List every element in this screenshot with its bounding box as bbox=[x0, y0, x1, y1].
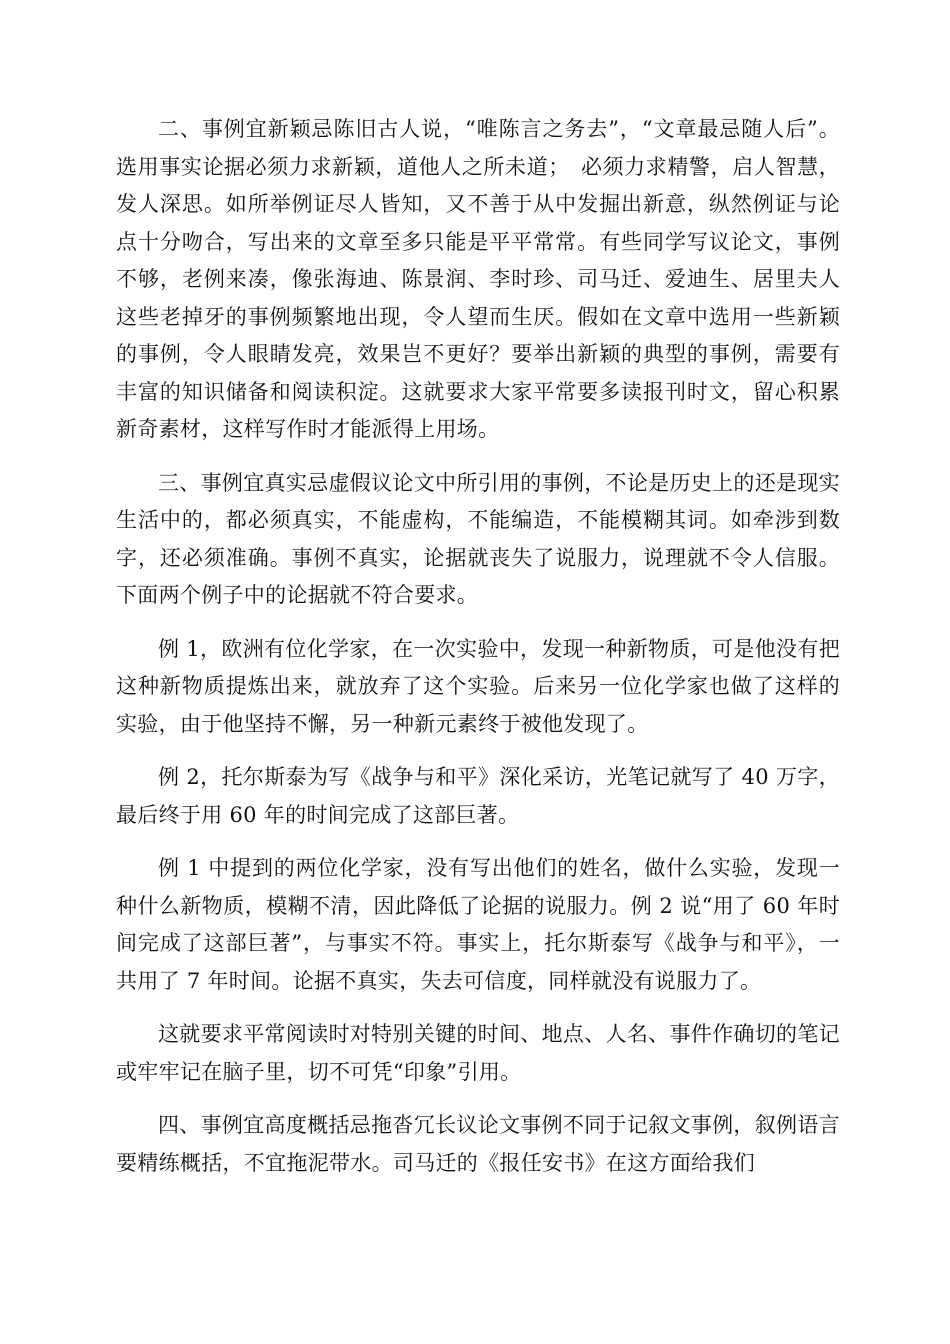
paragraph-novel-examples: 二、事例宜新颖忌陈旧古人说，“唯陈言之务去”，“文章最忌随人后”。选用事实论据必须力求新颖，道他人之所未道； 必须力求精警，启人智慧，发人深思。如所举例证尽人皆知，又不善于从中发掘出新意，纵然例证与论点十分吻合，写出来的文章至多只能是平平常常。有些同学写议论文，事例不够，老例来凑，像张海迪、陈景润、李时珍、司马迁、爱迪生、居里夫人这些老掉牙的事例频繁地出现，令人望而生厌。假如在文章中选用一些新颖的事例，令人眼睛发亮，效果岂不更好？要举出新颖的典型的事例，需要有丰富的知识储备和阅读积淀。这就要求大家平常要多读报刊时文，留心积累新奇素材，这样写作时才能派得上用场。 bbox=[116, 117, 840, 441]
paragraph-concise-examples: 四、事例宜高度概括忌拖沓冗长议论文事例不同于记叙文事例，叙例语言要精练概括，不宜拖泥带水。司马迁的《报任安书》在这方面给我们 bbox=[116, 1113, 840, 1175]
paragraph-analysis: 例 1 中提到的两位化学家，没有写出他们的姓名，做什么实验，发现一种什么新物质，模糊不清，因此降低了论据的说服力。例 2 说“用了 60 年时间完成了这部巨著”，与事实不符。事实上，托尔斯泰写《战争与和平》，一共用了 7 年时间。论据不真实，失去可信度，同样就没有说服力了。 bbox=[116, 856, 840, 993]
paragraph-example-1: 例 1，欧洲有位化学家，在一次实验中，发现一种新物质，可是他没有把这种新物质提炼出来，就放弃了这个实验。后来另一位化学家也做了这样的实验，由于他坚持不懈，另一种新元素终于被他发现了。 bbox=[116, 636, 840, 736]
paragraph-truthful-examples: 三、事例宜真实忌虚假议论文中所引用的事例，不论是历史上的还是现实生活中的，都必须真实，不能虚构，不能编造，不能模糊其词。如牵涉到数字，还必须准确。事例不真实，论据就丧失了说服力，说理就不令人信服。下面两个例子中的论据就不符合要求。 bbox=[116, 470, 840, 607]
paragraph-example-2: 例 2，托尔斯泰为写《战争与和平》深化采访，光笔记就写了 40 万字，最后终于用 60 年的时间完成了这部巨著。 bbox=[116, 765, 840, 827]
paragraph-reading-notes: 这就要求平常阅读时对特别关键的时间、地点、人名、事件作确切的笔记或牢牢记在脑子里，切不可凭“印象”引用。 bbox=[116, 1022, 840, 1084]
